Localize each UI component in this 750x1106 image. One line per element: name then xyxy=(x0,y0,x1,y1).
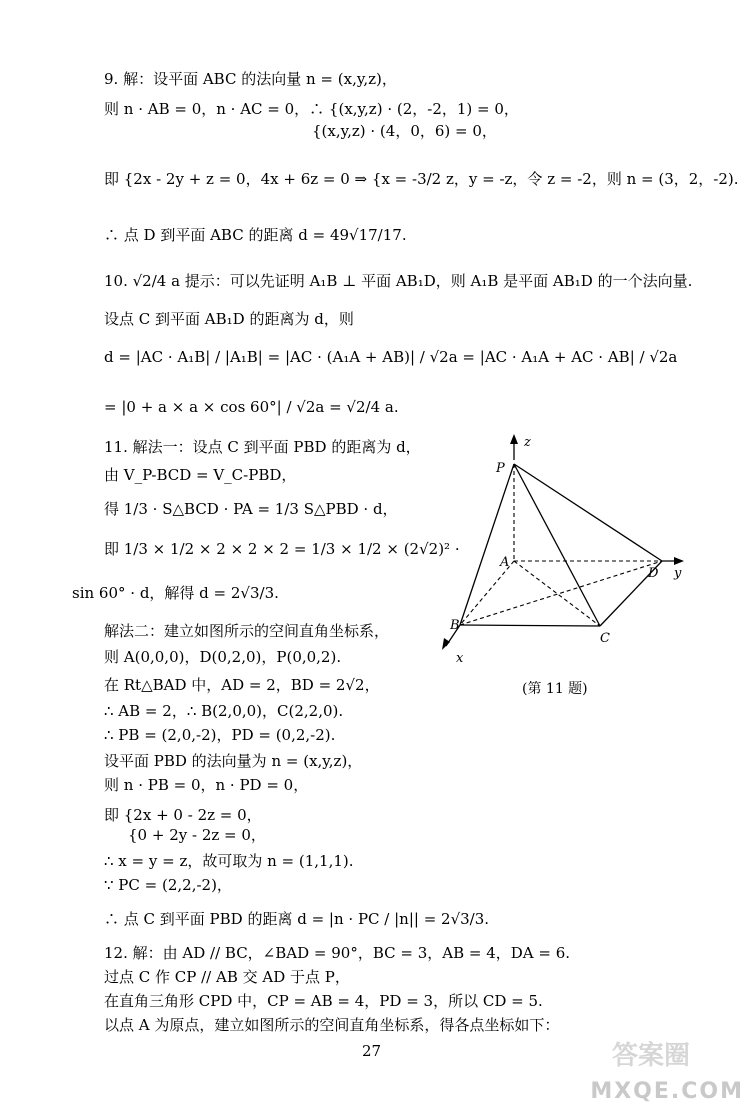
problem9-line5: ∴ 点 D 到平面 ABC 的距离 d = 49√17/17. xyxy=(104,226,407,244)
label-z: z xyxy=(524,435,531,450)
page-number: 27 xyxy=(362,1042,382,1060)
problem11-line2: 由 V_P-BCD = V_C-PBD， xyxy=(104,466,297,484)
problem9-line3: {(x,y,z) · (4，0，6) = 0， xyxy=(312,122,497,140)
problem12-line2: 过点 C 作 CP // AB 交 AD 于点 P， xyxy=(104,968,350,986)
problem11-line6: 解法二：建立如图所示的空间直角坐标系， xyxy=(104,622,390,640)
problem11-line5: sin 60° · d，解得 d = 2√3/3. xyxy=(72,584,279,602)
problem9-line1: 9. 解：设平面 ABC 的法向量 n = (x,y,z)， xyxy=(104,70,397,88)
problem11-line4: 即 1/3 × 1/2 × 2 × 2 × 2 = 1/3 × 1/2 × (2√2)² · xyxy=(104,540,460,558)
problem11-line13: 即 {2x + 0 - 2z = 0， xyxy=(104,806,262,824)
watermark-top: 答案圈 xyxy=(611,1041,690,1071)
edge-PB xyxy=(460,464,514,625)
edge-AC-hidden xyxy=(514,561,600,626)
problem11-line8: 在 Rt△BAD 中，AD = 2，BD = 2√2， xyxy=(104,676,380,694)
label-C: C xyxy=(600,631,610,646)
watermark-bottom: MXQE.COM xyxy=(590,1079,744,1104)
problem12-line4: 以点 A 为原点，建立如图所示的空间直角坐标系，得各点坐标如下： xyxy=(104,1016,560,1034)
problem11-line16: ∵ PC = (2,2,-2)， xyxy=(104,876,232,894)
problem11-line12: 则 n · PB = 0，n · PD = 0， xyxy=(104,776,309,794)
problem12-line3: 在直角三角形 CPD 中，CP = AB = 4，PD = 3，所以 CD = 5. xyxy=(104,992,543,1010)
problem10-line1: 10. √2/4 a 提示：可以先证明 A₁B ⊥ 平面 AB₁D，则 A₁B 是平面 AB₁D 的一个法向量. xyxy=(104,272,693,290)
problem12-line1: 12. 解：由 AD // BC，∠BAD = 90°，BC = 3，AB = 4，DA = 6. xyxy=(104,944,571,962)
z-axis-arrow xyxy=(510,434,518,444)
x-axis-arrow xyxy=(442,638,450,650)
problem11-line7: 则 A(0,0,0)，D(0,2,0)，P(0,0,2). xyxy=(104,648,342,666)
problem10-line2: 设点 C 到平面 AB₁D 的距离为 d，则 xyxy=(104,310,354,328)
problem10-line4: = |0 + a × a × cos 60°| / √2a = √2/4 a. xyxy=(104,398,399,416)
edge-AB-hidden xyxy=(460,561,514,625)
problem11-line14: {0 + 2y - 2z = 0， xyxy=(128,826,266,844)
problem11-line11: 设平面 PBD 的法向量为 n = (x,y,z)， xyxy=(104,752,363,770)
problem11-line15: ∴ x = y = z，故可取为 n = (1,1,1). xyxy=(104,852,354,870)
problem9-line4: 即 {2x - 2y + z = 0，4x + 6z = 0 ⇒ {x = -3/2 z，y = -z，令 z = -2，则 n = (3，2，-2). xyxy=(104,170,739,188)
problem11-line17: ∴ 点 C 到平面 PBD 的距离 d = |n · PC / |n|| = 2√3/3. xyxy=(104,910,490,928)
label-A: A xyxy=(500,555,510,570)
problem11-line9: ∴ AB = 2，∴ B(2,0,0)，C(2,2,0). xyxy=(104,702,344,720)
y-axis-arrow xyxy=(674,557,684,565)
label-D: D xyxy=(648,566,659,581)
problem9-line2: 则 n · AB = 0，n · AC = 0，∴ {(x,y,z) · (2，-2，1) = 0， xyxy=(104,100,519,118)
label-y: y xyxy=(674,566,682,581)
edge-PD xyxy=(514,464,662,561)
label-P: P xyxy=(496,461,505,476)
figure-caption: (第 11 题) xyxy=(522,681,588,697)
problem11-line10: ∴ PB = (2,0,-2)，PD = (0,2,-2). xyxy=(104,726,336,744)
label-B: B xyxy=(450,618,460,633)
label-x: x xyxy=(456,651,464,666)
edge-PC xyxy=(514,464,600,626)
edge-BC xyxy=(460,625,600,626)
problem10-line3: d = |AC · A₁B| / |A₁B| = |AC · (A₁A + AB)| / √2a = |AC · A₁A + AC · AB| / √2a xyxy=(104,348,678,366)
problem11-line3: 得 1/3 · S△BCD · PA = 1/3 S△PBD · d， xyxy=(104,500,398,518)
problem11-line1: 11. 解法一：设点 C 到平面 PBD 的距离为 d， xyxy=(104,438,421,456)
figure-11-pyramid xyxy=(432,428,692,673)
